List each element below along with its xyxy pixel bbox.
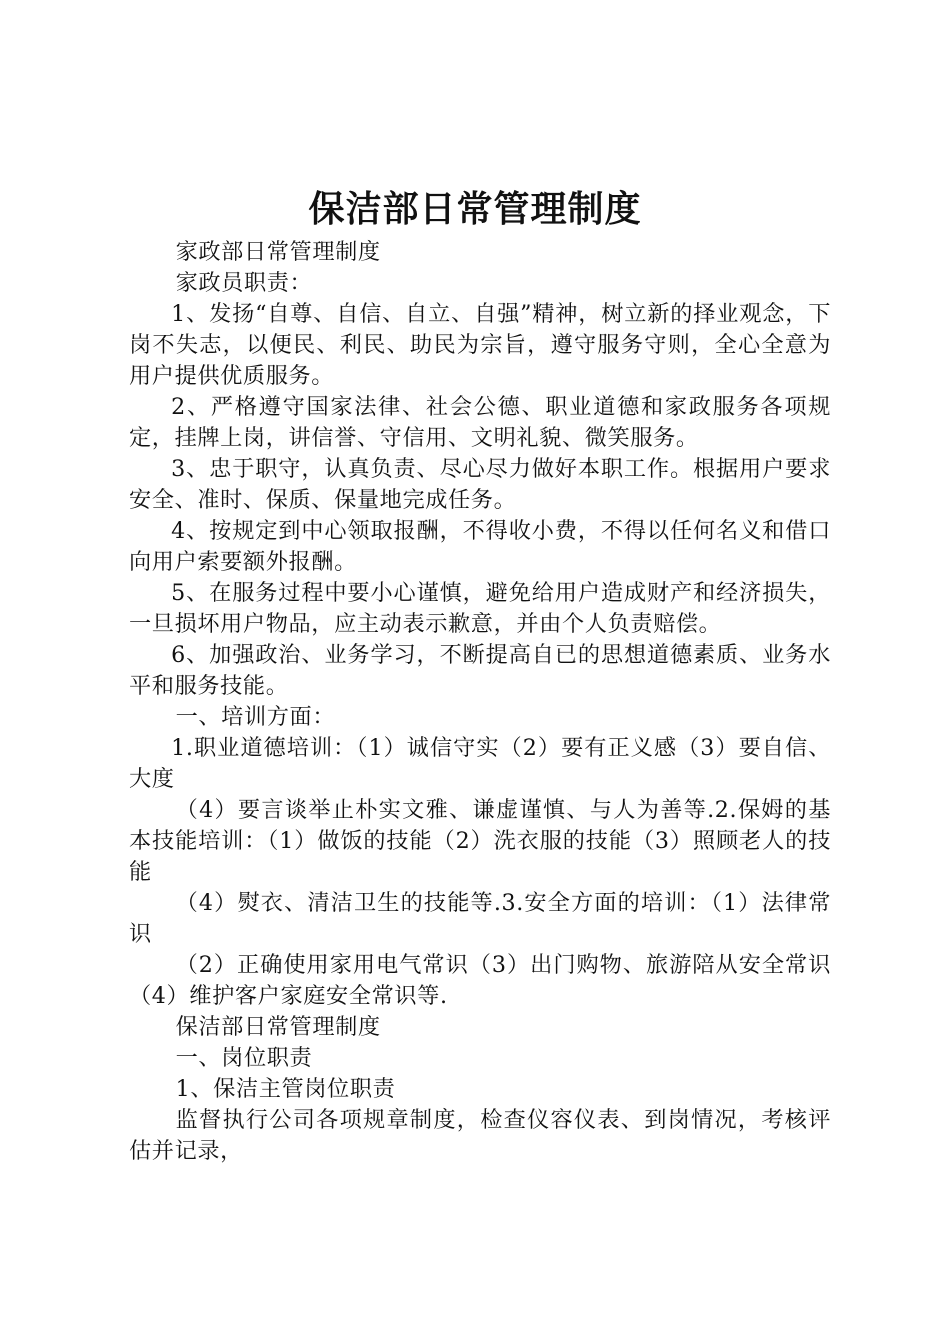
- paragraph-duty-3: 3、忠于职守，认真负责、尽心尽力做好本职工作。根据用户要求安全、准时、保质、保量地完成任务。: [129, 456, 831, 513]
- paragraph-training-heading: 一、培训方面：: [175, 704, 336, 730]
- paragraph-training-skills: （4）要言谈举止朴实文雅、谦虚谨慎、与人为善等.2.保姆的基本技能培训：（1）做饭的技能（2）洗衣服的技能（3）照顾老人的技能: [129, 797, 831, 885]
- paragraph-supervisor-duties-text: 监督执行公司各项规章制度，检查仪容仪表、到岗情况，考核评估并记录，: [129, 1107, 831, 1164]
- paragraph-duty-1: 1、发扬“自尊、自信、自立、自强”精神，树立新的择业观念，下岗不失志，以便民、利民、助民为宗旨，遵守服务守则，全心全意为用户提供优质服务。: [129, 301, 831, 389]
- paragraph-duty-6: 6、加强政治、业务学习，不断提高自已的思想道德素质、业务水平和服务技能。: [129, 642, 831, 699]
- paragraph-training-safety: （4）熨衣、清洁卫生的技能等.3.安全方面的培训：（1）法律常识: [129, 890, 831, 947]
- paragraph-housekeeper-duties-label: 家政员职责：: [175, 270, 313, 296]
- paragraph-heading-cleaning-rules: 保洁部日常管理制度: [175, 1014, 381, 1040]
- paragraph-training-safety-cont: （2）正确使用家用电气常识（3）出门购物、旅游陪从安全常识（4）维护客户家庭安全常识等.: [129, 952, 831, 1009]
- paragraph-job-duties-heading: 一、岗位职责: [175, 1045, 313, 1071]
- paragraph-heading-housekeeping-rules: 家政部日常管理制度: [175, 239, 381, 265]
- document-body: [129, 237, 831, 1167]
- paragraph-supervisor-duties-heading: 1、保洁主管岗位职责: [175, 1076, 396, 1102]
- document-title: 保洁部日常管理制度: [308, 188, 642, 230]
- paragraph-duty-4: 4、按规定到中心领取报酬，不得收小费，不得以任何名义和借口向用户索要额外报酬。: [129, 518, 831, 575]
- paragraph-duty-5: 5、在服务过程中要小心谨慎，避免给用户造成财产和经济损失，一旦损坏用户物品，应主动表示歉意，并由个人负责赔偿。: [129, 580, 831, 637]
- paragraph-training-ethics: 1.职业道德培训：（1）诚信守实（2）要有正义感（3）要自信、大度: [129, 735, 831, 792]
- paragraph-duty-2: 2、严格遵守国家法律、社会公德、职业道德和家政服务各项规定，挂牌上岗，讲信誉、守信用、文明礼貌、微笑服务。: [129, 394, 831, 451]
